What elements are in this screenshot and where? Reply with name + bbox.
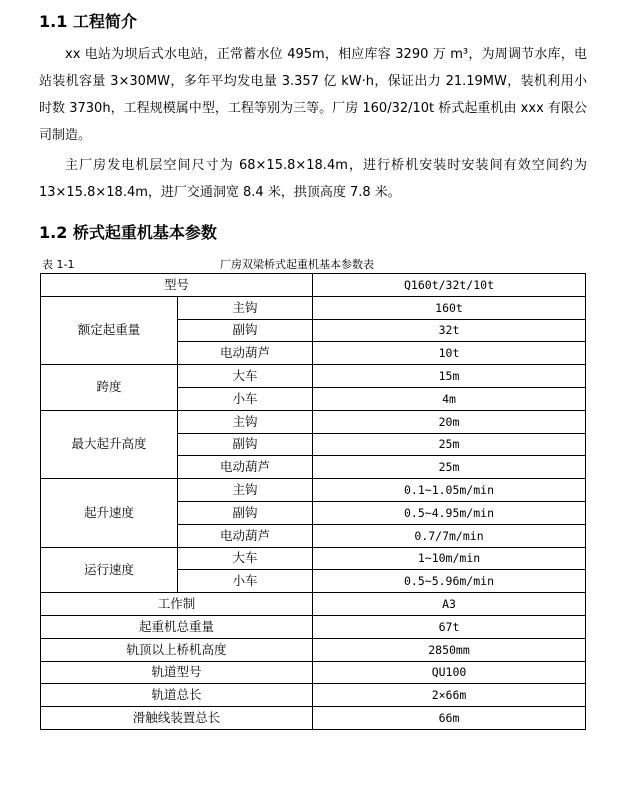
param-label: 工作制 <box>41 593 313 616</box>
section-heading-crane-params: 1.2 桥式起重机基本参数 <box>39 223 217 242</box>
param-label: 轨顶以上桥机高度 <box>41 638 313 661</box>
sub-label: 副钩 <box>178 433 313 456</box>
param-label: 起重机总重量 <box>41 615 313 638</box>
group-label: 最大起升高度 <box>41 410 178 478</box>
section-heading-overview: 1.1 工程简介 <box>39 12 137 31</box>
sub-label: 大车 <box>178 547 313 570</box>
sub-label: 电动葫芦 <box>178 342 313 365</box>
param-label: 轨道型号 <box>41 661 313 684</box>
param-value: 0.5~4.95m/min <box>313 501 586 524</box>
table-row <box>41 638 586 661</box>
crane-parameter-table <box>40 273 586 730</box>
sub-label: 小车 <box>178 387 313 410</box>
param-value: 2850mm <box>313 638 586 661</box>
sub-label: 主钩 <box>178 410 313 433</box>
group-label: 额定起重量 <box>41 296 178 364</box>
table-row <box>41 661 586 684</box>
table-row <box>41 479 586 502</box>
sub-label: 小车 <box>178 570 313 593</box>
param-label: 轨道总长 <box>41 684 313 707</box>
table-row <box>41 593 586 616</box>
sub-label: 电动葫芦 <box>178 456 313 479</box>
table-row <box>41 684 586 707</box>
overview-paragraph-2: 主厂房发电机层空间尺寸为 68×15.8×18.4m，进行桥机安装时安装间有效空间约为 13×15.8×18.4m，进厂交通洞宽 8.4 米，拱顶高度 7.8 米。 <box>39 158 587 200</box>
table-row <box>41 274 586 297</box>
overview-paragraph-1: xx 电站为坝后式水电站，正常蓄水位 495m，相应库容 3290 万 m³，为周调节水库，电站装机容量 3×30MW，多年平均发电量 3.357 亿 kW·h，保证出力 21.19MW，装机利用小时数 3730h，工程规模属中型，工程等别为三等。厂房 160/32/10t 桥式起重机由 xxx 有限公司制造。 <box>39 47 587 143</box>
sub-label: 主钩 <box>178 479 313 502</box>
table-row <box>41 547 586 570</box>
sub-label: 副钩 <box>178 501 313 524</box>
group-label: 运行速度 <box>41 547 178 593</box>
table-row <box>41 410 586 433</box>
param-value: 25m <box>313 456 586 479</box>
param-value: QU100 <box>313 661 586 684</box>
param-value: 15m <box>313 365 586 388</box>
param-value: 160t <box>313 296 586 319</box>
param-value: 20m <box>313 410 586 433</box>
param-value: 2×66m <box>313 684 586 707</box>
group-label: 跨度 <box>41 365 178 411</box>
param-value: A3 <box>313 593 586 616</box>
param-value: 10t <box>313 342 586 365</box>
model-label: 型号 <box>41 274 313 297</box>
param-value: 0.1~1.05m/min <box>313 479 586 502</box>
param-value: 4m <box>313 387 586 410</box>
param-value: 25m <box>313 433 586 456</box>
param-value: 67t <box>313 615 586 638</box>
param-label: 滑触线装置总长 <box>41 707 313 730</box>
table-number: 表 1-1 <box>42 258 75 271</box>
table-row <box>41 707 586 730</box>
model-value: Q160t/32t/10t <box>313 274 586 297</box>
table-row <box>41 615 586 638</box>
param-value: 1~10m/min <box>313 547 586 570</box>
sub-label: 副钩 <box>178 319 313 342</box>
param-value: 66m <box>313 707 586 730</box>
param-value: 0.7/7m/min <box>313 524 586 547</box>
group-label: 起升速度 <box>41 479 178 547</box>
param-value: 32t <box>313 319 586 342</box>
sub-label: 大车 <box>178 365 313 388</box>
table-row <box>41 365 586 388</box>
sub-label: 电动葫芦 <box>178 524 313 547</box>
sub-label: 主钩 <box>178 296 313 319</box>
param-value: 0.5~5.96m/min <box>313 570 586 593</box>
table-row <box>41 296 586 319</box>
table-caption: 厂房双梁桥式起重机基本参数表 <box>220 258 374 271</box>
